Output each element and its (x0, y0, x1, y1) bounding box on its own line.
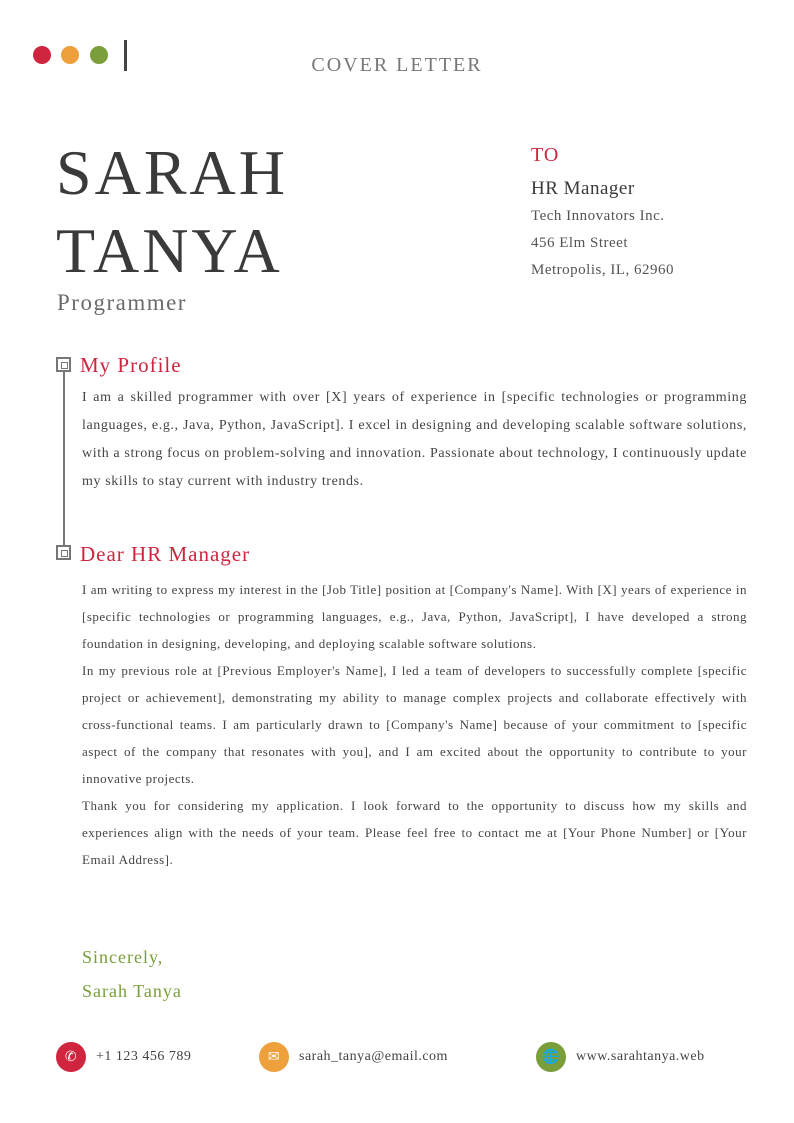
last-name: TANYA (56, 215, 283, 286)
applicant-role: Programmer (57, 290, 187, 315)
letter-paragraph: Thank you for considering my application. I look forward to the opportunity to discuss how my skills and experiences align with the needs of your team. Please feel free to contact me at [Your Phone Number] or [Your Email Address]. (82, 798, 747, 867)
contact-website (536, 1042, 705, 1072)
letter-paragraph: In my previous role at [Previous Employer's Name], I led a team of developers to successfully complete [specific project or achievement], demonstrating my ability to manage complex projects and collaborate effectively with cross-functional teams. I am particularly drawn to [Company's Name] because of your commitment to [specific aspect of the company that resonates with you], and I am excited about the opportunity to contribute to your innovative projects. (82, 663, 747, 786)
recipient-label: TO (531, 144, 560, 166)
profile-text: I am a skilled programmer with over [X] years of experience in [specific technologies or programming languages, e.g., Java, Python, JavaScript]. I excel in designing and developing scalable software solutions, with a strong focus on problem-solving and innovation. Passionate about technology, I continuously update my skills to stay current with industry trends. (82, 390, 747, 489)
recipient-block (531, 178, 674, 284)
section-marker-icon (56, 545, 71, 560)
timeline-line (63, 370, 65, 548)
recipient-city: Metropolis, IL, 62960 (531, 262, 674, 278)
phone-icon: ✆ (56, 1042, 86, 1072)
first-name: SARAH (56, 137, 288, 208)
recipient-street: 456 Elm Street (531, 235, 628, 251)
contact-email (259, 1042, 448, 1072)
recipient-company: Tech Innovators Inc. (531, 208, 665, 224)
email-address[interactable]: sarah_tanya@email.com (299, 1049, 448, 1064)
website-url[interactable]: www.sarahtanya.web (576, 1049, 705, 1064)
document-title: COVER LETTER (311, 54, 483, 76)
letter-heading: Dear HR Manager (80, 542, 251, 566)
section-marker-icon (56, 357, 71, 372)
globe-icon: 🌐 (536, 1042, 566, 1072)
contact-phone (56, 1042, 191, 1072)
recipient-title: HR Manager (531, 178, 635, 199)
letter-paragraph: I am writing to express my interest in the [Job Title] position at [Company's Name]. With [X] years of experience in [specific technologies or programming languages, e.g., Java, Python, JavaScript], I have developed a strong foundation in designing, developing, and deploying scalable software solutions. (82, 582, 747, 651)
applicant-name (56, 134, 288, 290)
closing-name: Sarah Tanya (82, 981, 182, 1001)
letter-body (82, 576, 747, 873)
phone-number: +1 123 456 789 (96, 1049, 192, 1064)
email-icon: ✉ (259, 1042, 289, 1072)
closing-salutation: Sincerely, (82, 947, 164, 967)
profile-heading: My Profile (80, 353, 182, 377)
